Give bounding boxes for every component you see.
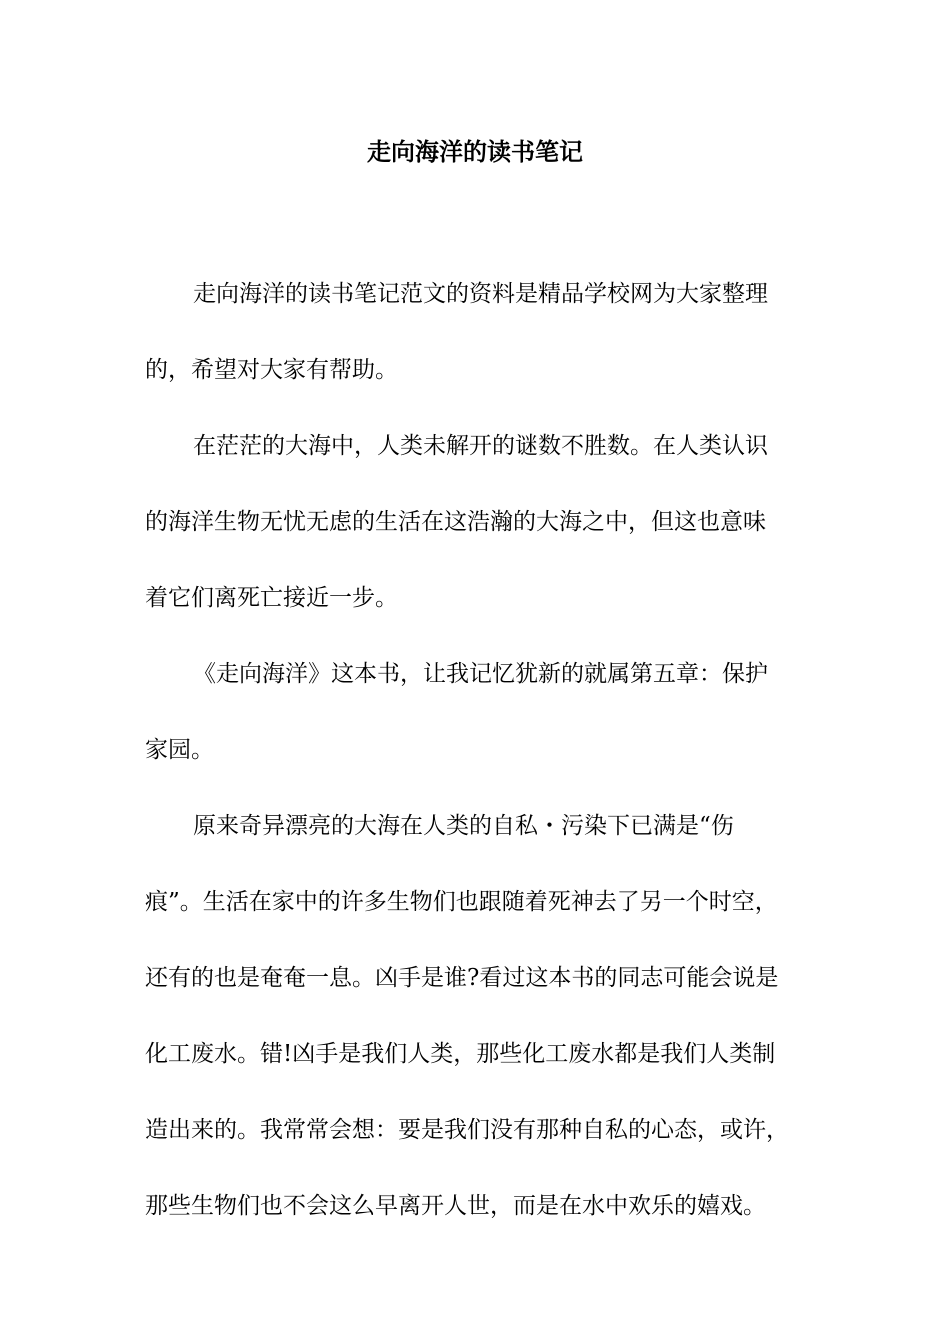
paragraph-4-line-4: 化工废水。错!凶手是我们人类，那些化工废水都是我们人类制 xyxy=(145,1041,776,1067)
paragraph-4-line-1: 原来奇异漂亮的大海在人类的自私・污染下已满是“伤 xyxy=(193,813,734,839)
page-title: 走向海洋的读书笔记 xyxy=(367,137,583,166)
paragraph-2-line-3: 着它们离死亡接近一步。 xyxy=(145,585,398,611)
paragraph-4-line-3: 还有的也是奄奄一息。凶手是谁?看过这本书的同志可能会说是 xyxy=(145,965,779,991)
paragraph-3-line-2: 家园。 xyxy=(145,737,214,763)
paragraph-1-line-2: 的，希望对大家有帮助。 xyxy=(145,357,398,383)
paragraph-2-line-1: 在茫茫的大海中，人类未解开的谜数不胜数。在人类认识 xyxy=(193,433,768,459)
paragraph-4-line-5: 造出来的。我常常会想：要是我们没有那种自私的心态，或许， xyxy=(145,1117,789,1143)
paragraph-3-line-1: 《走向海洋》这本书，让我记忆犹新的就属第五章：保护 xyxy=(193,661,768,687)
paragraph-2-line-2: 的海洋生物无忧无虑的生活在这浩瀚的大海之中，但这也意味 xyxy=(145,509,766,535)
paragraph-4-line-2: 痕”。生活在家中的许多生物们也跟随着死神去了另一个时空， xyxy=(145,889,778,915)
paragraph-4-line-6: 那些生物们也不会这么早离开人世，而是在水中欢乐的嬉戏。 xyxy=(145,1193,766,1219)
document-body xyxy=(145,256,810,1244)
paragraph-1-line-1: 走向海洋的读书笔记范文的资料是精品学校网为大家整理 xyxy=(193,281,768,307)
